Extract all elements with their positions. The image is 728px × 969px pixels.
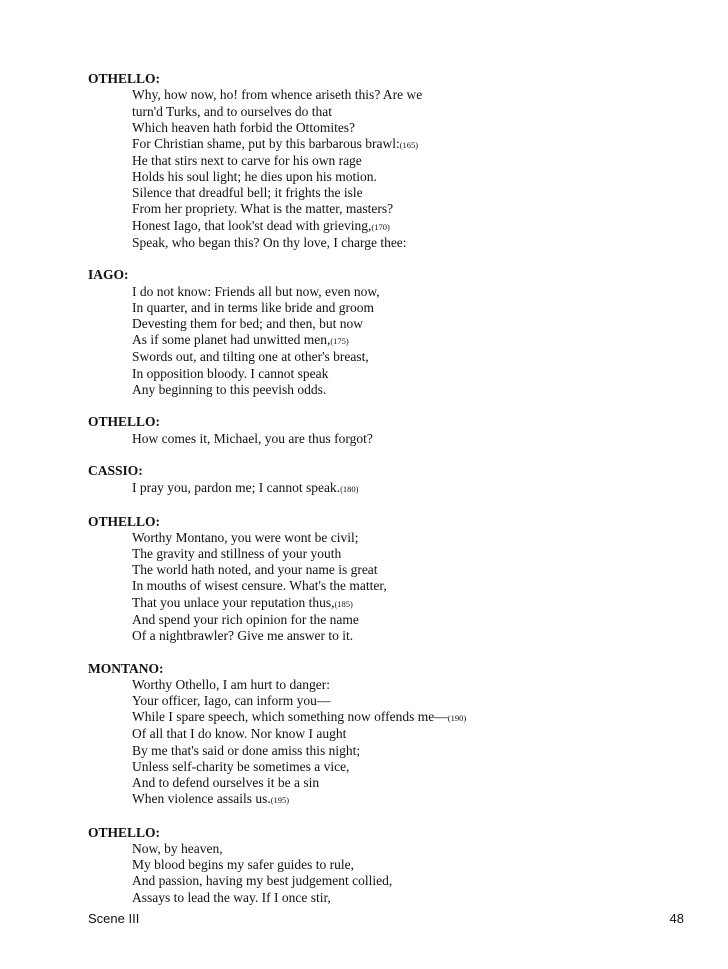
verse-text: How comes it, Michael, you are thus forgot? [132, 430, 373, 446]
verse-text: Worthy Othello, I am hurt to danger: [132, 676, 330, 692]
line-number: (195) [270, 795, 290, 805]
verse-text: He that stirs next to carve for his own rage [132, 153, 362, 169]
verse-line [88, 332, 688, 349]
page-footer [88, 911, 684, 929]
verse-text: Devesting them for bed; and then, but now [132, 316, 363, 332]
verse-line [88, 185, 688, 201]
verse-line [88, 136, 688, 153]
speaker-name: OTHELLO: [88, 513, 161, 529]
verse-text: And spend your rich opinion for the name [132, 611, 359, 627]
verse-text: As if some planet had unwitted men, [132, 332, 331, 348]
footer-section: Scene III [88, 911, 140, 926]
page-number: 48 [669, 911, 684, 926]
verse-line [88, 480, 688, 497]
line-number: (170) [371, 221, 390, 232]
verse-line [88, 431, 688, 447]
verse-line [88, 316, 688, 332]
verse-text: Silence that dreadful bell; it frights the isle [132, 185, 363, 201]
verse-text: The gravity and stillness of your youth [132, 546, 342, 562]
verse-text: Of all that I do know. Nor know I aught [132, 726, 347, 742]
speech-block [88, 463, 688, 497]
verse-line [88, 709, 688, 726]
verse-text: In quarter, and in terms like bride and groom [132, 300, 375, 315]
verse-line [88, 300, 688, 316]
verse-text: Any beginning to this peevish odds. [132, 381, 327, 397]
verse-line [88, 775, 688, 791]
verse-line [88, 169, 688, 185]
verse-text: I do not know: Friends all but now, even now, [132, 283, 380, 299]
verse-line [88, 612, 688, 628]
verse-text: Now, by heaven, [132, 841, 223, 857]
speech-block [88, 661, 688, 809]
speech-block [88, 414, 688, 447]
line-number: (165) [399, 139, 419, 150]
verse-line [88, 284, 688, 300]
verse-text: Which heaven hath forbid the Ottomites? [132, 119, 356, 135]
verse-line [88, 87, 688, 103]
verse-text: That you unlace your reputation thus, [132, 594, 335, 610]
verse-line [88, 890, 688, 906]
verse-line [88, 382, 688, 398]
speech-block [88, 267, 688, 397]
speaker-name: IAGO: [88, 267, 129, 283]
verse-line [88, 530, 688, 546]
verse-line [88, 841, 688, 857]
verse-line [88, 857, 688, 873]
verse-line [88, 153, 688, 169]
verse-text: Of a nightbrawler? Give me answer to it. [132, 627, 354, 643]
speaker-name: OTHELLO: [88, 824, 161, 840]
verse-text: Honest Iago, that look'st dead with grieving, [132, 217, 372, 233]
verse-text: And passion, having my best judgement collied, [132, 873, 393, 889]
verse-text: turn'd Turks, and to ourselves do that [132, 103, 333, 119]
verse-text: When violence assails us. [132, 791, 271, 806]
verse-line [88, 677, 688, 693]
line-number: (180) [340, 483, 359, 494]
verse-line [88, 120, 688, 136]
speaker-name: CASSIO: [88, 463, 143, 479]
verse-line [88, 546, 688, 562]
speaker-name: OTHELLO: [88, 71, 161, 86]
speaker-name: OTHELLO: [88, 414, 161, 430]
verse-line [88, 201, 688, 217]
verse-text: I pray you, pardon me; I cannot speak. [132, 479, 341, 495]
verse-text: In mouths of wisest censure. What's the matter, [132, 578, 387, 594]
verse-text: The world hath noted, and your name is great [132, 562, 378, 578]
speaker-name: MONTANO: [88, 660, 164, 676]
verse-line [88, 218, 688, 235]
verse-text: Your officer, Iago, can inform you— [132, 693, 331, 709]
verse-text: Holds his soul light; he dies upon his motion. [132, 169, 377, 185]
line-number: (185) [334, 598, 353, 609]
line-number: (190) [447, 713, 467, 724]
verse-line [88, 562, 688, 578]
speech-block [88, 71, 688, 251]
verse-text: In opposition bloody. I cannot speak [132, 365, 329, 381]
speech-block [88, 514, 688, 644]
verse-line [88, 693, 688, 709]
verse-text: Unless self-charity be sometimes a vice, [132, 758, 350, 774]
verse-text: Assays to lead the way. If I once stir, [132, 889, 331, 905]
verse-text: Swords out, and tilting one at other's breast, [132, 349, 369, 365]
line-number: (175) [330, 336, 349, 347]
verse-line [88, 366, 688, 382]
verse-line [88, 349, 688, 365]
verse-text: Speak, who began this? On thy love, I charge thee: [132, 234, 407, 250]
verse-line [88, 759, 688, 775]
verse-line [88, 104, 688, 120]
verse-text: While I spare speech, which something now offends me— [132, 709, 448, 725]
verse-line [88, 726, 688, 742]
verse-text: Worthy Montano, you were wont be civil; [132, 529, 359, 545]
verse-line [88, 578, 688, 594]
verse-text: From her propriety. What is the matter, masters? [132, 201, 394, 217]
verse-line [88, 595, 688, 612]
verse-line [88, 628, 688, 644]
verse-line [88, 743, 688, 759]
verse-text: And to defend ourselves it be a sin [132, 774, 320, 790]
verse-text: My blood begins my safer guides to rule, [132, 857, 354, 873]
speech-block [88, 825, 688, 906]
verse-line [88, 235, 688, 251]
verse-line [88, 873, 688, 889]
speech-list [88, 71, 688, 922]
verse-text: For Christian shame, put by this barbarous brawl: [132, 135, 400, 151]
verse-text: Why, how now, ho! from whence ariseth this? Are we [132, 87, 423, 103]
verse-text: By me that's said or done amiss this night; [132, 742, 361, 758]
verse-line [88, 791, 688, 808]
